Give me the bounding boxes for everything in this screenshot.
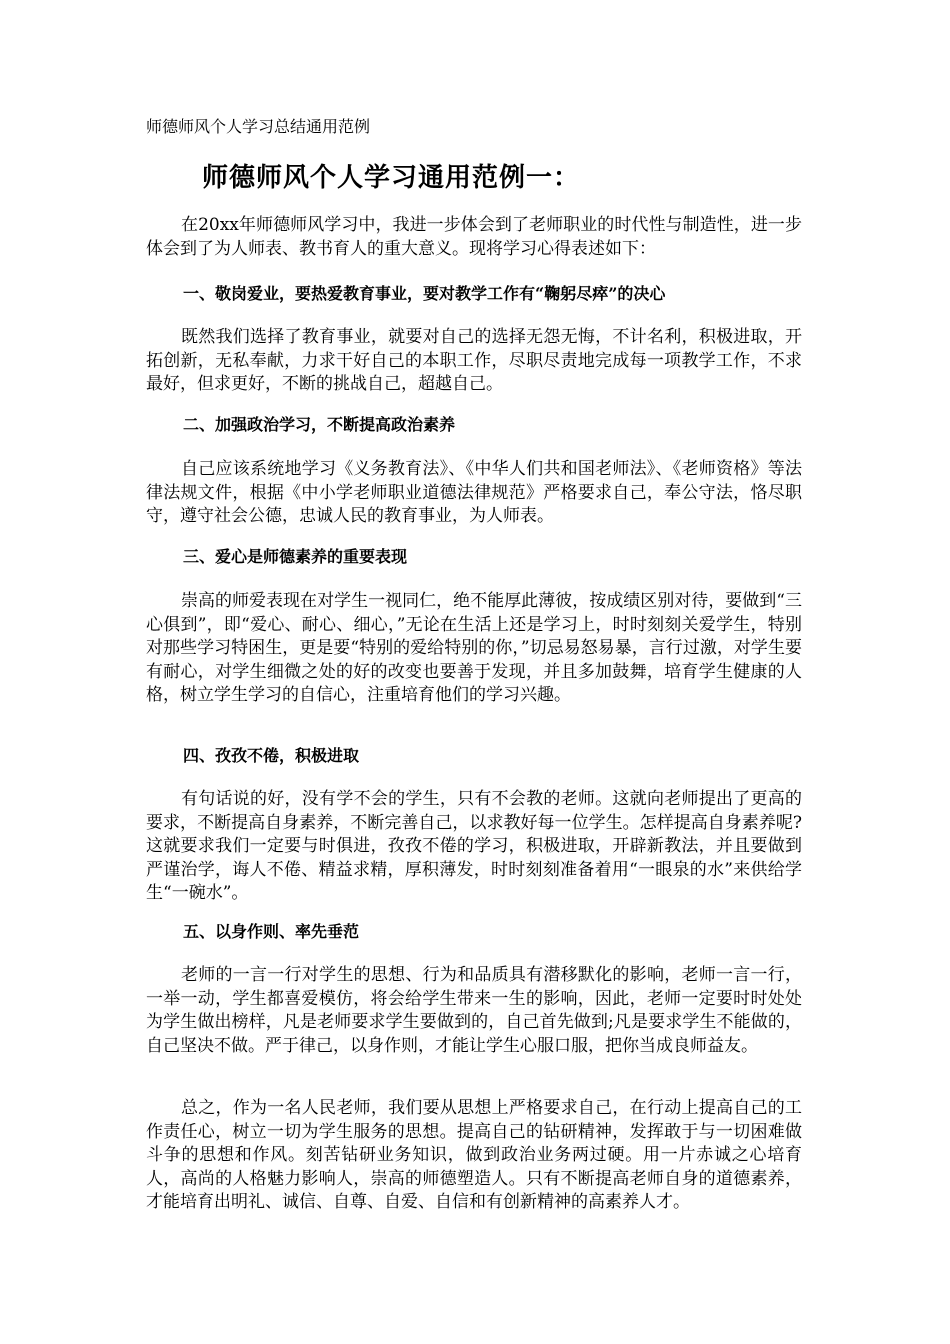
section-heading-2: 二、加强政治学习，不断提高政治素养 bbox=[183, 415, 456, 434]
section-heading-3: 三、爱心是师德素养的重要表现 bbox=[183, 547, 408, 566]
section-body-5: 老师的一言一行对学生的思想、行为和品质具有潜移默化的影响，老师一言一行，一举一动，学生都喜爱模仿，将会给学生带来一生的影响，因此，老师一定要时时处处为学生做出榜样，凡是老师要求学生要做到的，自己首先做到;凡是要求学生不能做的，自己坚决不做。严于律己，以身作则，才能让学生心服口服，把你当成良师益友。 bbox=[146, 965, 802, 1056]
intro-paragraph: 在20xx年师德师风学习中，我进一步体会到了老师职业的时代性与制造性，进一步体会到了为人师表、教书育人的重大意义。现将学习心得表述如下： bbox=[146, 215, 802, 259]
section-body-4: 有句话说的好，没有学不会的学生，只有不会教的老师。这就向老师提出了更高的要求，不断提高自身素养，不断完善自己，以求教好每一位学生。怎样提高自身素养呢?这就要求我们一定要与时俱进，孜孜不倦的学习，积极进取，开辟新教法，并且要做到严谨治学，诲人不倦、精益求精，厚积薄发，时时刻刻准备着用“一眼泉的水”来供给学生“一碗水”。 bbox=[146, 789, 802, 903]
section-body-1: 既然我们选择了教育事业，就要对自己的选择无怨无悔，不计名利，积极进取，开拓创新，无私奉献，力求干好自己的本职工作，尽职尽责地完成每一项教学工作，不求最好，但求更好，不断的挑战自己，超越自己。 bbox=[146, 327, 802, 394]
conclusion-paragraph: 总之，作为一名人民老师，我们要从思想上严格要求自己，在行动上提高自己的工作责任心，树立一切为学生服务的思想。提高自己的钻研精神，发挥敢于与一切困难做斗争的思想和作风。刻苦钻研业务知识，做到政治业务两过硬。用一片赤诚之心培育人，高尚的人格魅力影响人，崇高的师德塑造人。只有不断提高老师自身的道德素养，才能培育出明礼、诚信、自尊、自爱、自信和有创新精神的高素养人才。 bbox=[146, 1098, 802, 1212]
section-heading-1: 一、敬岗爱业，要热爱教育事业，要对教学工作有“鞠躬尽瘁”的决心 bbox=[183, 284, 666, 303]
document-title: 师德师风个人学习通用范例一： bbox=[202, 163, 581, 193]
document-header: 师德师风个人学习总结通用范例 bbox=[146, 117, 371, 136]
section-body-3: 崇高的师爱表现在对学生一视同仁，绝不能厚此薄彼，按成绩区别对待，要做到“三心俱到”，即“爱心、耐心、细心，”无论在生活上还是学习上，时时刻刻关爱学生，特别对那些学习特困生，更是要“特别的爱给特别的你，”切忌易怒易暴，言行过激，对学生要有耐心，对学生细微之处的好的改变也要善于发现，并且多加鼓舞，培育学生健康的人格，树立学生学习的自信心，注重培育他们的学习兴趣。 bbox=[146, 591, 802, 705]
section-heading-4: 四、孜孜不倦，积极进取 bbox=[183, 746, 360, 765]
section-heading-5: 五、以身作则、率先垂范 bbox=[183, 922, 360, 941]
section-body-2: 自己应该系统地学习《义务教育法》、《中华人们共和国老师法》、《老师资格》等法律法规文件，根据《中小学老师职业道德法律规范》严格要求自己，奉公守法，恪尽职守，遵守社会公德，忠诚人民的教育事业，为人师表。 bbox=[146, 459, 802, 526]
